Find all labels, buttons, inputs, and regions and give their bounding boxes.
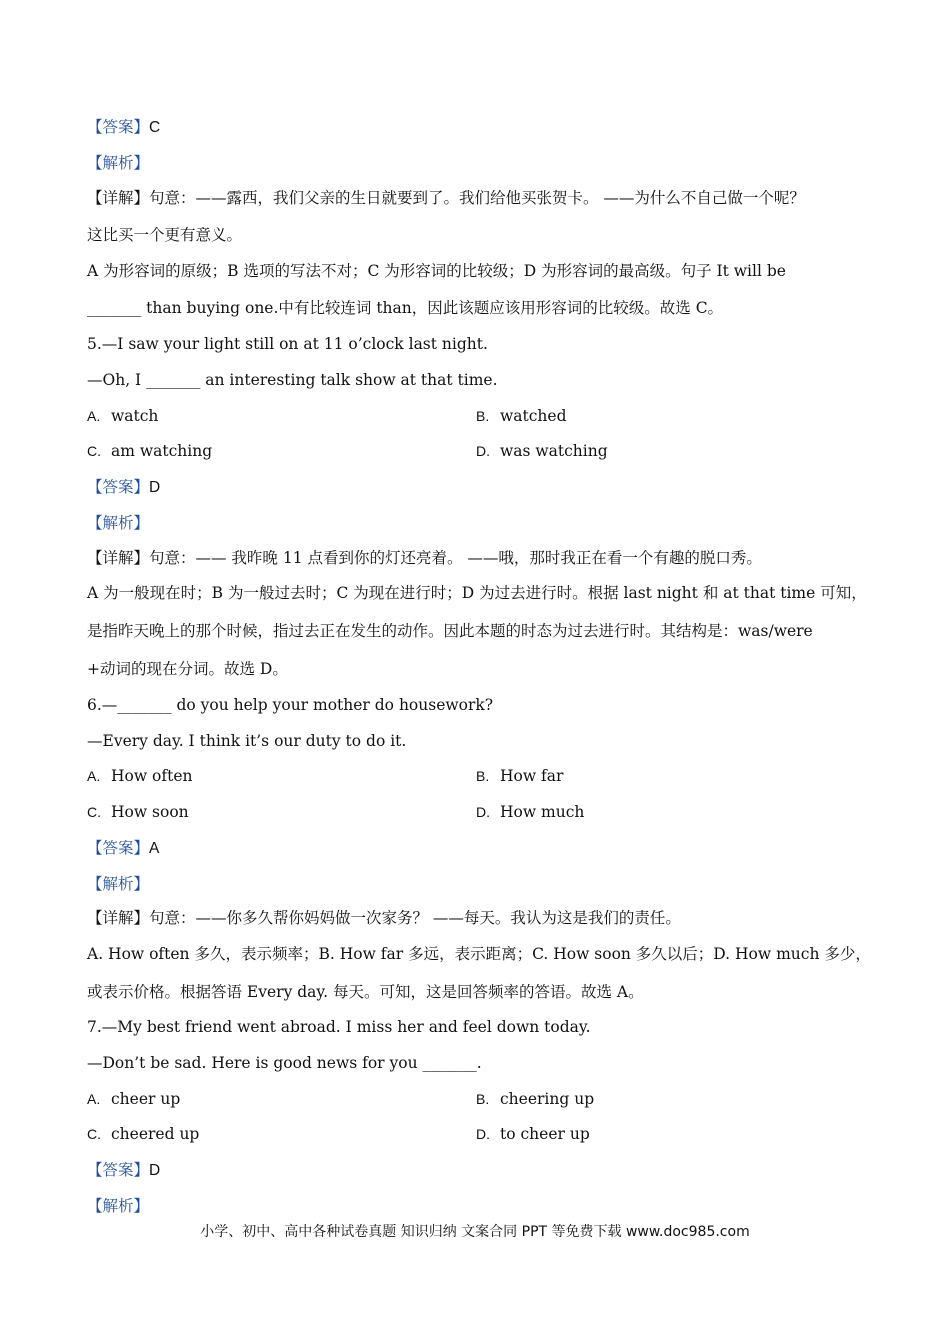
page-footer: 小学、初中、高中各种试卷真题 知识归纳 文案合同 PPT 等免费下载 www.doc985.com <box>200 1224 750 1240</box>
analysis-label: 【解析】 <box>87 154 150 172</box>
answer-label: 【答案】 <box>87 1161 150 1179</box>
question-stem: —Oh, I _______ an interesting talk show at that time. <box>87 371 498 389</box>
option-c: C. cheered up <box>87 1125 200 1143</box>
answer-label: 【答案】 <box>87 839 150 857</box>
detail-text: A. How often 多久，表示频率；B. How far 多远，表示距离；C. How soon 多久以后；D. How much 多少， <box>87 945 871 963</box>
detail-text: 【详解】句意：——你多久帮你妈妈做一次家务？ ——每天。我认为这是我们的责任。 <box>87 909 681 927</box>
answer-value: A <box>149 840 160 857</box>
option-a: A. watch <box>87 407 159 425</box>
option-d: D. How much <box>476 803 585 821</box>
detail-text: 【详解】句意：——露西，我们父亲的生日就要到了。我们给他买张贺卡。 ——为什么不自己做一个呢？ <box>87 189 805 207</box>
answer-label: 【答案】 <box>87 478 150 496</box>
question-stem: —Every day. I think it’s our duty to do it. <box>87 732 407 750</box>
detail-text: _______ than buying one.中有比较连词 than，因此该题应该用形容词的比较级。故选 C。 <box>87 299 724 317</box>
detail-text: +动词的现在分词。故选 D。 <box>87 660 288 678</box>
answer-label: 【答案】 <box>87 118 150 136</box>
question-stem: 5.—I saw your light still on at 11 o’clock last night. <box>87 335 488 353</box>
answer-line <box>87 838 159 859</box>
analysis-label: 【解析】 <box>87 875 150 893</box>
answer-line <box>87 117 160 138</box>
option-b: B. cheering up <box>476 1090 595 1108</box>
option-d: D. was watching <box>476 442 608 460</box>
detail-text: 或表示价格。根据答语 Every day. 每天。可知，这是回答频率的答语。故选 A。 <box>87 983 644 1001</box>
option-c: C. How soon <box>87 803 189 821</box>
option-a: A. How often <box>87 767 193 785</box>
answer-line <box>87 477 160 498</box>
answer-value: D <box>149 1162 161 1179</box>
answer-value: C <box>149 119 161 136</box>
detail-text: A 为一般现在时；B 为一般过去时；C 为现在进行时；D 为过去进行时。根据 last night 和 at that time 可知， <box>87 584 867 602</box>
question-stem: 7.—My best friend went abroad. I miss her and feel down today. <box>87 1018 591 1036</box>
answer-line <box>87 1160 160 1181</box>
question-stem: —Don’t be sad. Here is good news for you _______. <box>87 1054 482 1072</box>
option-c: C. am watching <box>87 442 213 460</box>
detail-text: 这比买一个更有意义。 <box>87 226 243 244</box>
detail-text: 【详解】句意：—— 我昨晚 11 点看到你的灯还亮着。 ——哦，那时我正在看一个有趣的脱口秀。 <box>87 549 762 567</box>
question-stem: 6.—_______ do you help your mother do housework? <box>87 696 494 714</box>
detail-text: 是指昨天晚上的那个时候，指过去正在发生的动作。因此本题的时态为过去进行时。其结构是：was/were <box>87 622 813 640</box>
option-d: D. to cheer up <box>476 1125 590 1143</box>
analysis-label: 【解析】 <box>87 1197 150 1215</box>
analysis-label: 【解析】 <box>87 514 150 532</box>
option-a: A. cheer up <box>87 1090 181 1108</box>
detail-text: A 为形容词的原级；B 选项的写法不对；C 为形容词的比较级；D 为形容词的最高级。句子 It will be <box>87 262 786 280</box>
answer-value: D <box>149 479 161 496</box>
option-b: B. How far <box>476 767 564 785</box>
option-b: B. watched <box>476 407 567 425</box>
